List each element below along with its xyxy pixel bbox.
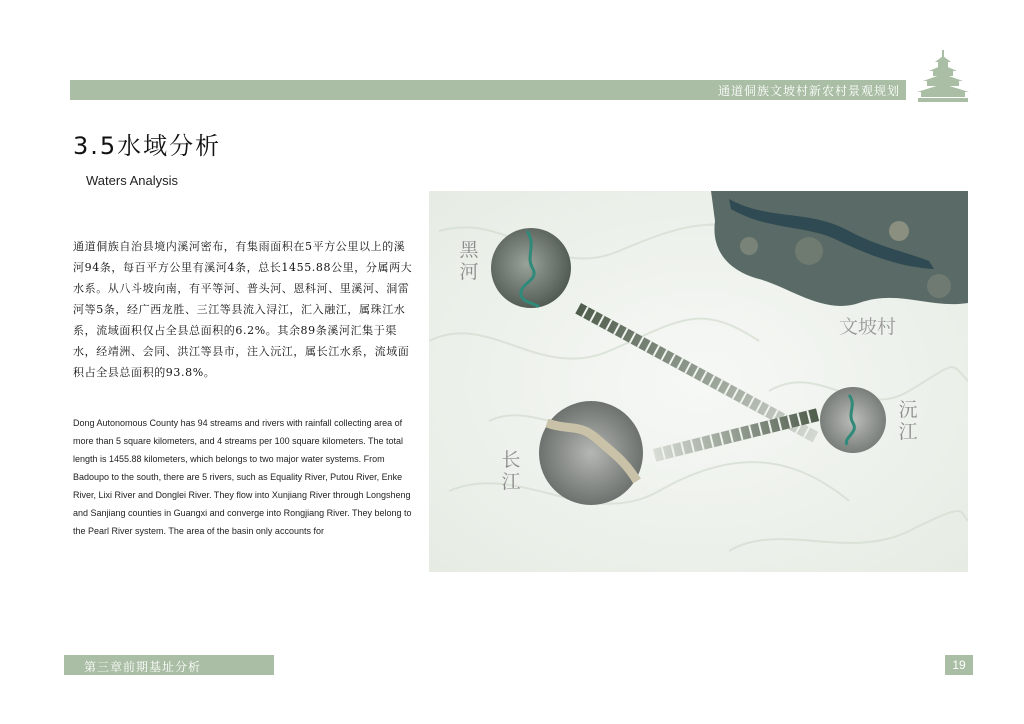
heihe-satellite-circle [491,228,571,308]
wenpo-village-label: 文坡村 [839,316,897,338]
document-title: 通道侗族文坡村新农村景观规划 [717,84,900,98]
map-illustration [429,191,968,572]
section-subtitle: Waters Analysis [86,173,178,188]
changjiang-label: 长江 [501,449,521,493]
header-band [70,80,906,100]
link-heihe-wenpo [584,267,714,281]
chinese-paragraph: 通道侗族自治县境内溪河密布，有集雨面积在5平方公里以上的溪河94条，每百平方公里有溪河4条，总长1455.88公里，分属两大水系。从八斗坡向南，有平等河、普头河、恩科河、里溪河、洞雷河等5条，经广西龙胜、三江等县流入浔江，汇入融江，属珠江水系，流域面积仅占全县总面积的6.2%。其余89条溪河汇集于渠水，经靖洲、会同、洪江等县市，注入沅江，属长江水系，流域面积占全县总面积的93.8%。 [73,240,413,379]
yuanjiang-satellite-circle [820,387,886,453]
heihe-label: 黑河 [459,239,479,283]
chapter-title: 第三章前期基址分析 [84,660,202,674]
english-paragraph: Dong Autonomous County has 94 streams and rivers with rainfall collecting area of more than 5 square kilometers, and 4 streams per 100 square kilometers. The total length is 1455.88 kilometers, which belongs to two major water systems. From Badoupo to the south, there are 5 rivers, such as Equality River, Putou River, Enke River, Lixi River and Donglei River. They flow into Xunjiang River through Longsheng and Sanjiang counties in Guangxi and converge into Rongjiang River. They belong to the Pearl River system. The area of the basin only accounts for [73,418,412,536]
changjiang-satellite-circle [539,401,643,505]
pagoda-logo-icon [915,50,971,104]
water-analysis-map [429,191,968,572]
footer-band [64,655,274,675]
yuanjiang-label: 沅江 [898,399,918,443]
section-title: 3.5水域分析 [73,132,222,160]
page-number: 19 [945,655,973,675]
